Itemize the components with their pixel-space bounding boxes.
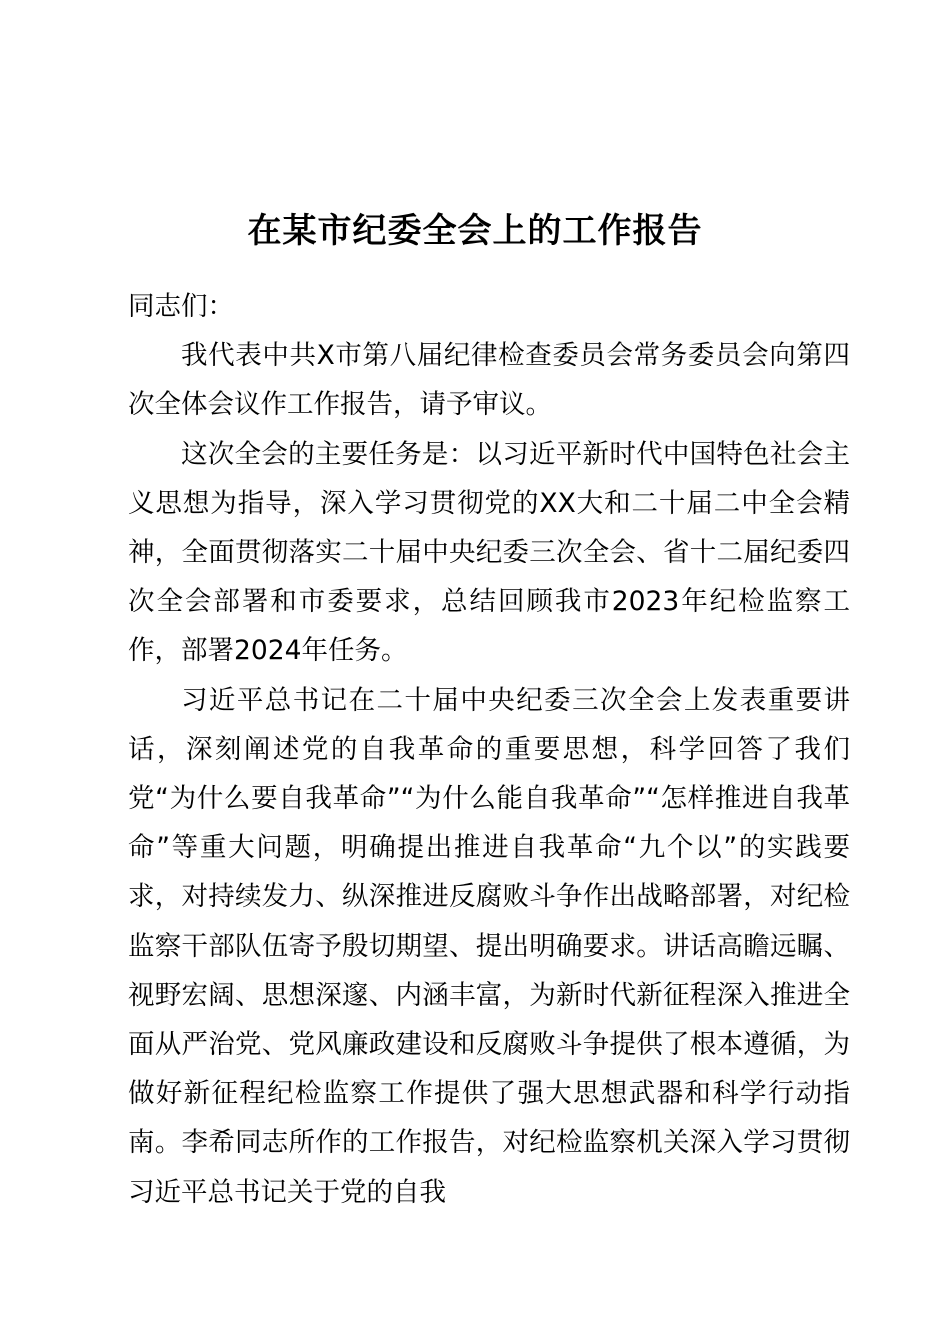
paragraph-1: 我代表中共X市第八届纪律检查委员会常务委员会向第四次全体会议作工作报告，请予审议。: [128, 340, 850, 421]
salutation: 同志们：: [128, 291, 234, 322]
document-body: [128, 282, 850, 1217]
paragraph-3: 习近平总书记在二十届中央纪委三次全会上发表重要讲话，深刻阐述党的自我革命的重要思想，科学回答了我们党“为什么要自我革命”“为什么能自我革命”“怎样推进自我革命”等重大问题，明确提出推进自我革命“九个以”的实践要求，对持续发力、纵深推进反腐败斗争作出战略部署，对纪检监察干部队伍寄予殷切期望、提出明确要求。讲话高瞻远瞩、视野宏阔、思想深邃、内涵丰富，为新时代新征程深入推进全面从严治党、党风廉政建设和反腐败斗争提供了根本遵循，为做好新征程纪检监察工作提供了强大思想武器和科学行动指南。李希同志所作的工作报告，对纪检监察机关深入学习贯彻习近平总书记关于党的自我: [128, 684, 850, 1208]
paragraph-2: 这次全会的主要任务是：以习近平新时代中国特色社会主义思想为指导，深入学习贯彻党的XX大和二十届二中全会精神，全面贯彻落实二十届中央纪委三次全会、省十二届纪委四次全会部署和市委要求，总结回顾我市2023年纪检监察工作，部署2024年任务。: [128, 438, 850, 667]
document-title: 在某市纪委全会上的工作报告: [247, 211, 703, 251]
